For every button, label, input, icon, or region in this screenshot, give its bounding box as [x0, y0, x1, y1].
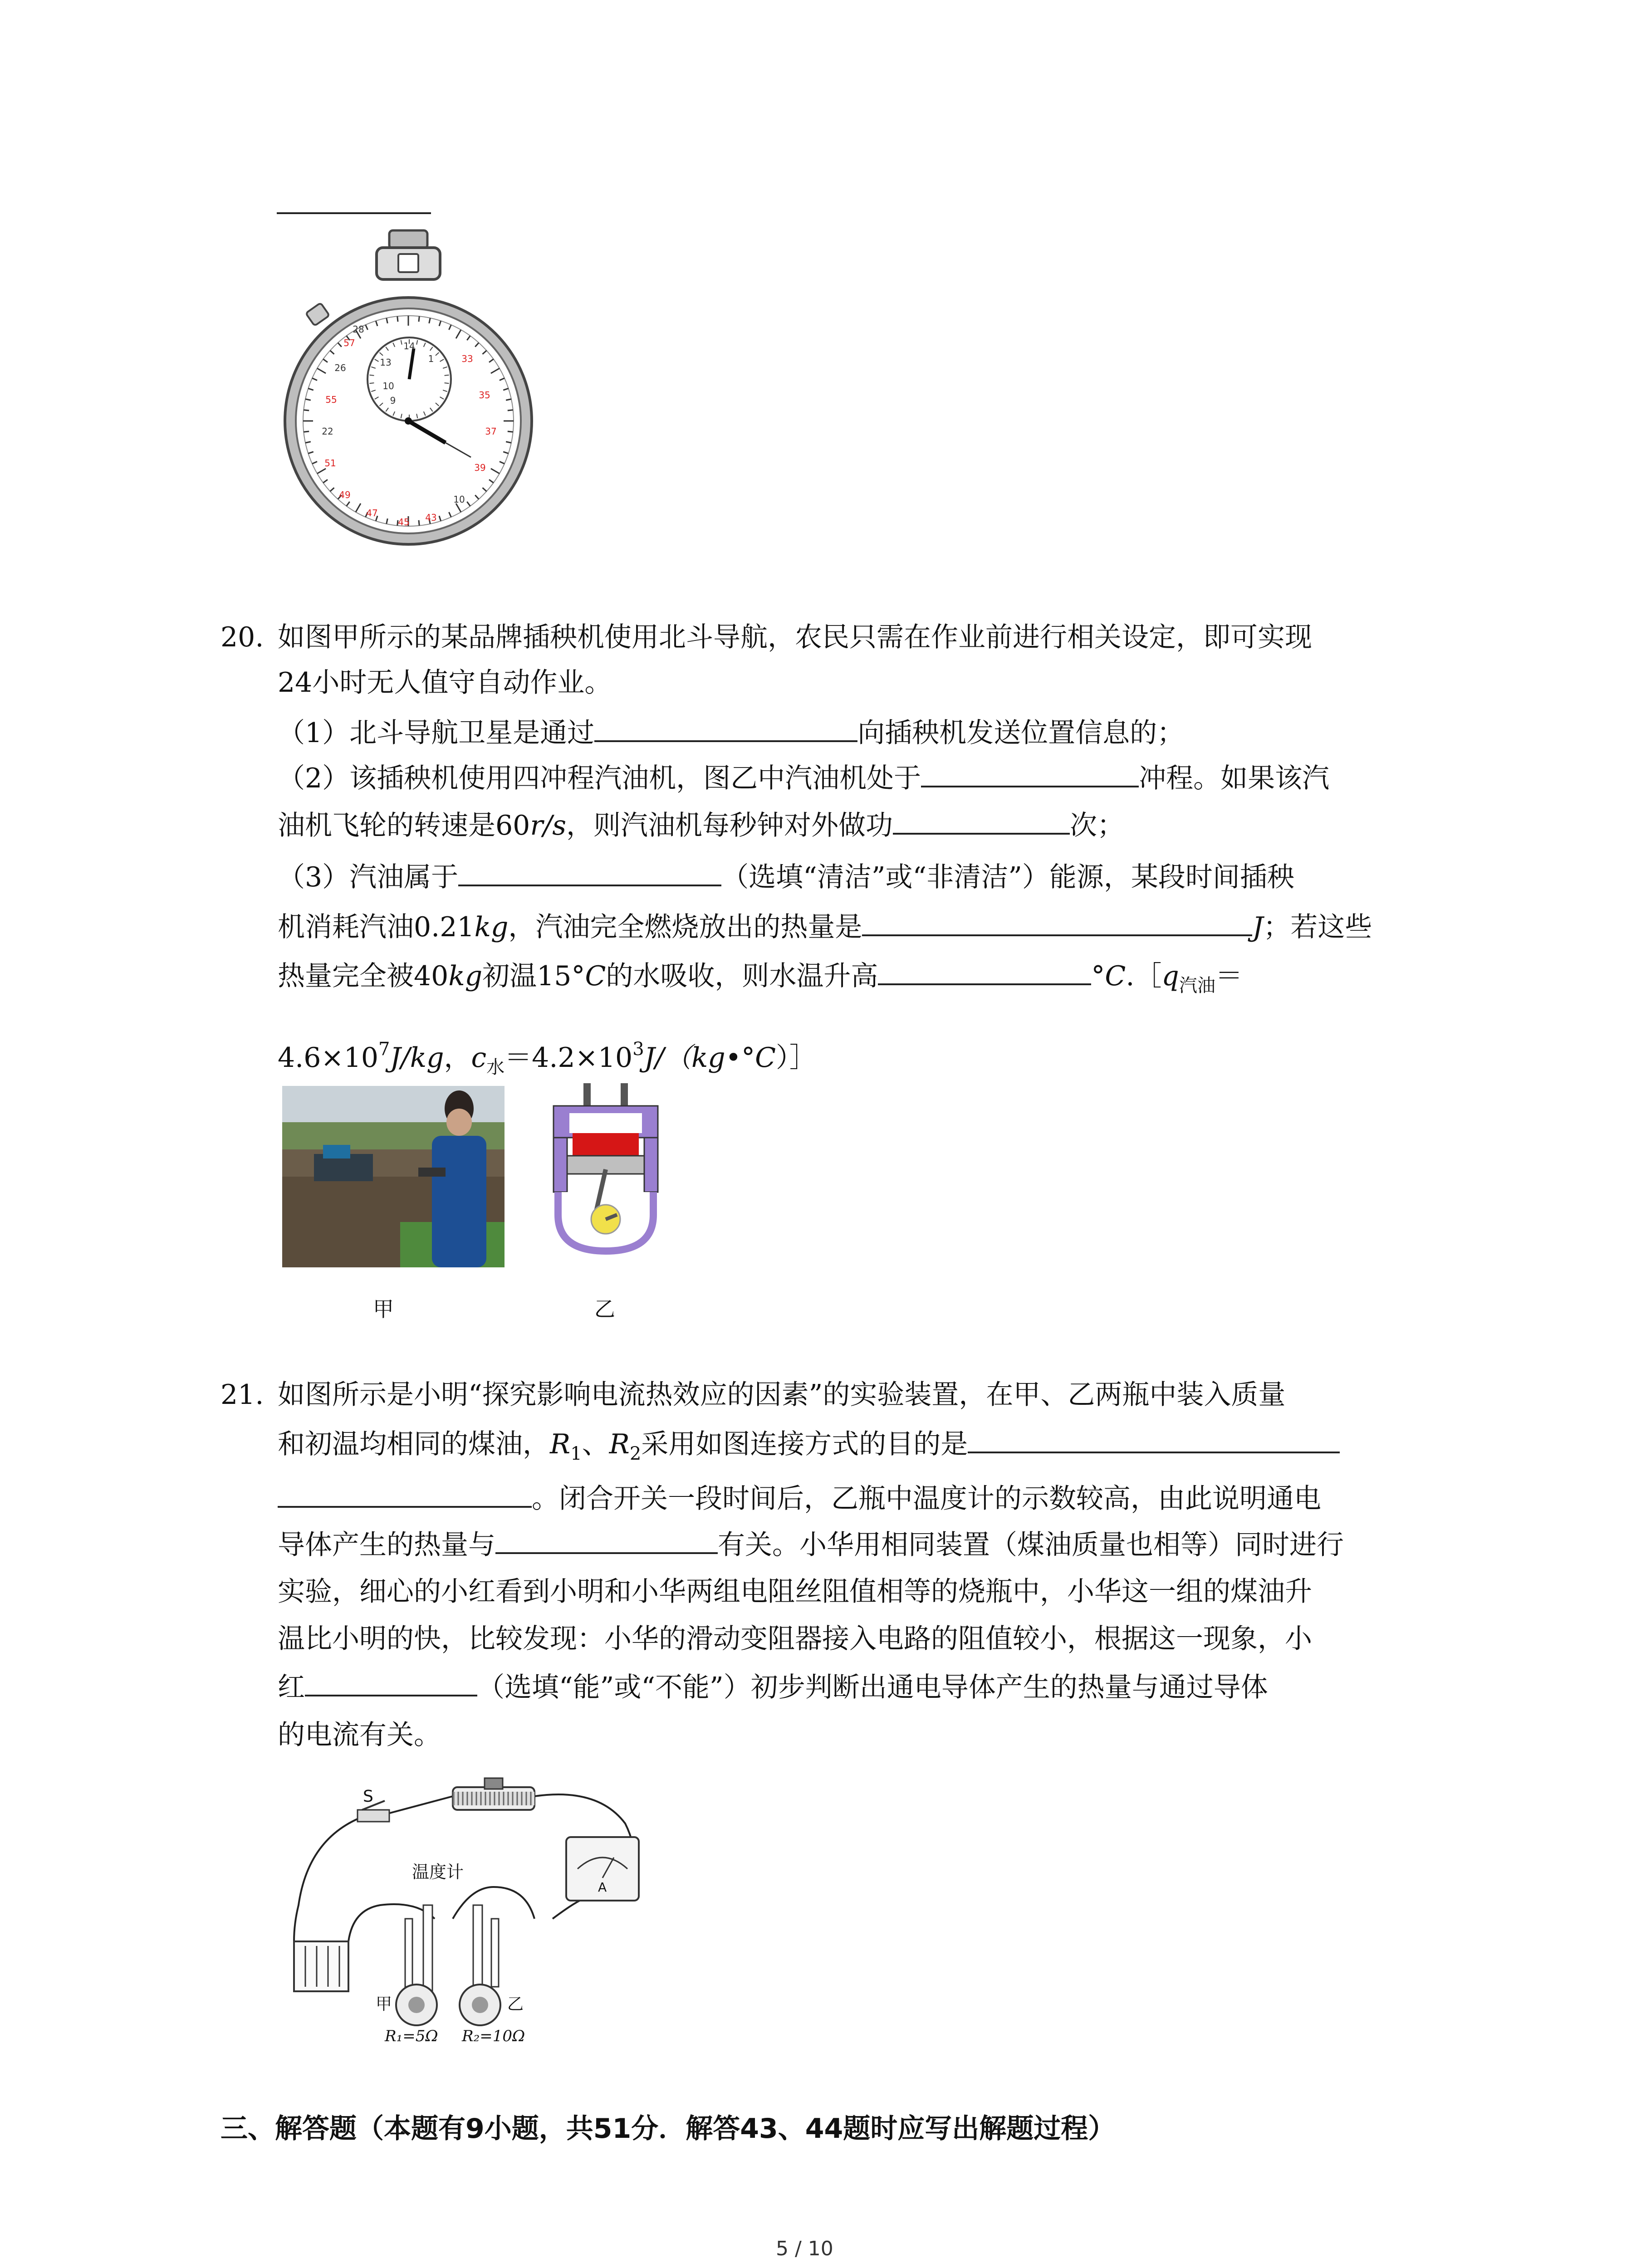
rheostat-icon — [453, 1778, 534, 1810]
q20-part3-line2 — [278, 907, 1372, 947]
q20-stem-line2: 24小时无人值守自动作业。 — [278, 667, 612, 699]
q20-bracket-open: .［ — [1126, 960, 1162, 992]
rice-transplanter-photo — [282, 1086, 505, 1267]
q20-c-subscript: 水 — [486, 1057, 505, 1078]
q20-part1 — [278, 713, 1184, 753]
q21-separator: 、 — [582, 1428, 609, 1460]
q20-c-unit-a: J/（ — [644, 1042, 691, 1074]
q21-R1-symbol: R — [550, 1428, 571, 1460]
stopwatch-inner-tick — [369, 375, 374, 376]
q20-unit-kg: kg — [474, 911, 509, 943]
q20-constants-line — [278, 1030, 817, 1087]
q21-line3 — [278, 1479, 1321, 1518]
q20-stem-line1: 如图甲所示的某品牌插秧机使用北斗导航，农民只需在作业前进行相关设定，即可实现 — [278, 621, 1312, 653]
q21-line3-text: 。闭合开关一段时间后，乙瓶中温度计的示数较高，由此说明通电 — [532, 1483, 1321, 1515]
q20-c-symbol: c — [471, 1042, 487, 1074]
svg-text:26: 26 — [334, 362, 346, 373]
q20-q-unit: J/kg — [390, 1042, 444, 1074]
q21-line2-text-a: 和初温均相同的煤油， — [278, 1428, 550, 1460]
q20-part2-line1 — [278, 758, 1329, 798]
q20-c-unit-b: kg•°C — [691, 1042, 776, 1074]
q20-part3-text-g: 初温15° — [482, 960, 585, 992]
q20-c-exponent: 3 — [632, 1039, 644, 1060]
q20-blank-1[interactable] — [594, 713, 857, 742]
q20-q-value: 4.6×10 — [278, 1042, 379, 1074]
q21-blank-3[interactable] — [305, 1667, 477, 1696]
q20-equals: ＝ — [1215, 960, 1243, 992]
figure-caption-jia: 甲 — [373, 1297, 394, 1321]
q20-part2-text-d: ，则汽油机每秒钟对外做功 — [566, 810, 893, 841]
battery-icon — [294, 1941, 348, 1991]
svg-text:55: 55 — [325, 394, 337, 405]
thermometer-label: 温度计 — [412, 1862, 464, 1882]
q20-blank-4[interactable] — [458, 857, 721, 886]
svg-text:37: 37 — [485, 426, 497, 437]
q21-R2-subscript: 2 — [629, 1443, 642, 1464]
q21-line7-text-b: （选填“能”或“不能”）初步判断出通电导体产生的热量与通过导体 — [477, 1672, 1268, 1703]
svg-text:39: 39 — [474, 462, 486, 473]
flask-yi-icon — [460, 1905, 500, 2025]
svg-text:10: 10 — [453, 494, 465, 505]
q20-q-symbol: q — [1161, 960, 1179, 992]
stopwatch-figure — [281, 226, 535, 571]
resistor-label-r1: R₁=5Ω — [385, 2027, 438, 2045]
q21-line8: 的电流有关。 — [278, 1719, 441, 1751]
q20-unit-J: J — [1252, 911, 1264, 943]
svg-text:1: 1 — [428, 353, 434, 364]
q20-part3-text-h: 的水吸收，则水温升高 — [606, 960, 878, 992]
q20-part3-text-f: 热量完全被40 — [278, 960, 449, 992]
switch-icon — [358, 1801, 389, 1822]
svg-text:47: 47 — [366, 508, 378, 518]
q20-part2-text-b: 冲程。如果该汽 — [1139, 763, 1330, 794]
circuit-experiment-figure — [280, 1769, 661, 2050]
q20-unit-rs: r/s — [530, 810, 567, 841]
q20-part2-text-c: 油机飞轮的转速是60 — [278, 810, 530, 841]
stopwatch-tick — [397, 316, 398, 322]
stopwatch-tick — [508, 410, 513, 411]
q20-part2-line2 — [278, 806, 1124, 845]
q20-blank-6[interactable] — [878, 956, 1091, 985]
q20-c-value: ＝4.2×10 — [505, 1042, 633, 1074]
q20-degree: ° — [1091, 960, 1105, 992]
svg-text:35: 35 — [479, 390, 490, 401]
q21-line2 — [278, 1424, 1340, 1473]
q20-blank-5[interactable] — [862, 907, 1252, 936]
q20-bracket-close: ）］ — [776, 1042, 817, 1074]
svg-text:57: 57 — [343, 337, 355, 348]
svg-text:45: 45 — [398, 517, 410, 528]
resistor-label-r2: R₂=10Ω — [462, 2027, 525, 2045]
q20-q-subscript: 汽油 — [1179, 975, 1215, 996]
q21-line2-text-b: 采用如图连接方式的目的是 — [641, 1428, 968, 1460]
svg-text:43: 43 — [425, 512, 437, 523]
engine-stroke-diagram — [544, 1083, 667, 1256]
q20-part2-text-a: （2）该插秧机使用四冲程汽油机，图乙中汽油机处于 — [278, 763, 921, 794]
q20-part3-text-b: （选填“清洁”或“非清洁”）能源，某段时间插秧 — [721, 861, 1294, 893]
q20-number: 20. — [220, 621, 264, 653]
q20-q-exponent: 7 — [378, 1039, 390, 1060]
q20-blank-3[interactable] — [893, 806, 1070, 835]
q20-part3-text-e: ；若这些 — [1263, 911, 1372, 943]
q20-part1-text-a: （1）北斗导航卫星是通过 — [278, 717, 595, 749]
q20-part3-text-c: 机消耗汽油0.21 — [278, 911, 475, 943]
q21-blank-2[interactable] — [495, 1525, 718, 1554]
q21-line7-text-a: 红 — [278, 1672, 305, 1703]
q21-line7 — [278, 1667, 1268, 1707]
q20-part2-text-e: 次； — [1070, 810, 1125, 841]
q20-part3-line3 — [278, 956, 1243, 1005]
q21-line4-text-a: 导体产生的热量与 — [278, 1529, 495, 1561]
stopwatch-tick — [304, 431, 309, 432]
stopwatch-inner-tick — [445, 375, 449, 376]
flask-label-jia: 甲 — [376, 1995, 392, 2014]
svg-text:22: 22 — [322, 426, 333, 437]
q20-unit-C: C — [585, 960, 606, 992]
q21-line1: 如图所示是小明“探究影响电流热效应的因素”的实验装置，在甲、乙两瓶中装入质量 — [278, 1379, 1286, 1411]
q21-R1-subscript: 1 — [570, 1443, 582, 1464]
svg-text:28: 28 — [353, 324, 364, 335]
figure-caption-yi: 乙 — [594, 1297, 615, 1321]
q21-line6: 温比小明的快，比较发现：小华的滑动变阻器接入电路的阻值较小，根据这一现象，小 — [278, 1623, 1312, 1655]
q20-part3-text-a: （3）汽油属于 — [278, 861, 459, 893]
svg-text:33: 33 — [461, 353, 473, 364]
svg-text:10: 10 — [382, 381, 394, 391]
q21-blank-1a[interactable] — [968, 1424, 1340, 1453]
q21-line4 — [278, 1525, 1344, 1564]
q20-part3-text-d: ，汽油完全燃烧放出的热量是 — [508, 911, 862, 943]
q20-unit-kg-2: kg — [448, 960, 483, 992]
answer-blank-line — [277, 212, 431, 214]
ammeter-label: A — [598, 1880, 607, 1895]
q20-part1-text-b: 向插秧机发送位置信息的； — [857, 717, 1185, 749]
page-number: 5 / 10 — [776, 2237, 833, 2260]
flask-jia-icon — [396, 1905, 437, 2025]
q21-blank-1b[interactable] — [278, 1479, 532, 1508]
q20-blank-2[interactable] — [921, 758, 1139, 787]
q21-line4-text-b: 有关。小华用相同装置（煤油质量也相等）同时进行 — [718, 1529, 1344, 1561]
q21-line5: 实验，细心的小红看到小明和小华两组电阻丝阻值相等的烧瓶中，小华这一组的煤油升 — [278, 1576, 1312, 1608]
svg-text:51: 51 — [324, 458, 336, 469]
q20-unit-C-2: C — [1105, 960, 1126, 992]
section-three-heading: 三、解答题（本题有9小题，共51分．解答43、44题时应写出解题过程） — [220, 2113, 1116, 2145]
flask-label-yi: 乙 — [507, 1995, 524, 2014]
stopwatch-tick — [304, 410, 309, 411]
svg-text:9: 9 — [390, 395, 396, 406]
svg-text:13: 13 — [380, 357, 392, 368]
q20-comma: ， — [444, 1042, 471, 1074]
switch-label: S — [363, 1787, 373, 1806]
q21-R2-symbol: R — [609, 1428, 630, 1460]
q20-part3-line1 — [278, 857, 1294, 897]
svg-text:49: 49 — [339, 489, 351, 500]
stopwatch-tick — [508, 431, 513, 432]
q21-number: 21. — [220, 1379, 264, 1411]
svg-text:14: 14 — [403, 341, 415, 352]
